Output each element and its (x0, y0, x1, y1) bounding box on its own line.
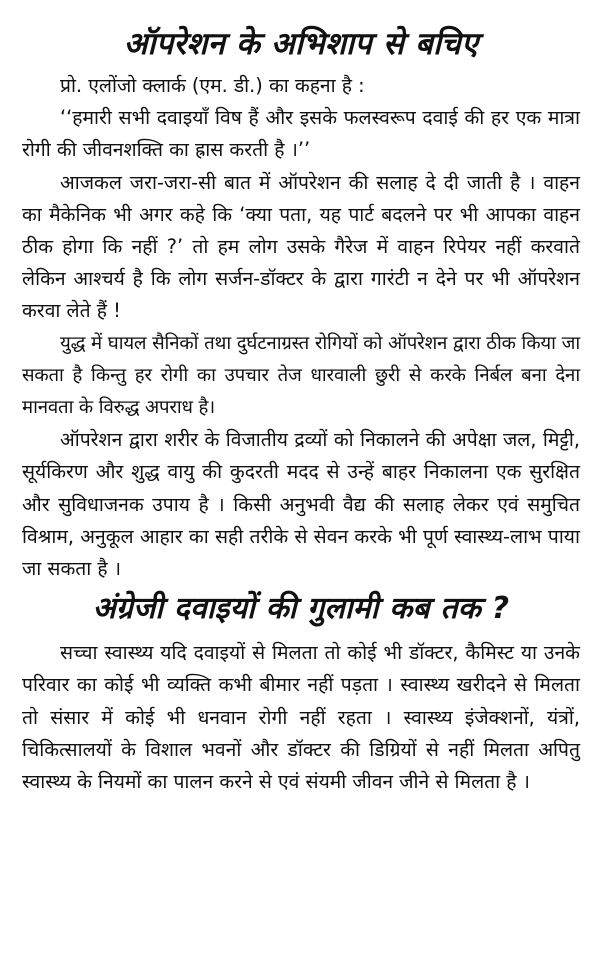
paragraph-natural-remedies: ऑपरेशन द्वारा शरीर के विजातीय द्रव्यों को निकालने की अपेक्षा जल, मिट्टी, सूर्यकिरण और शुद्ध वायु की कुदरती मदद से उन्हें बाहर निकालना एक सुरक्षित और सुविधाजनक उपाय है । किसी अनुभवी वैद्य की सलाह लेकर एवं समुचित विश्राम, अनुकूल आहार का सही तरीके से सेवन करके भी पूर्ण स्वास्थ्य-लाभ पाया जा सकता है । (22, 428, 580, 581)
paragraph-injured-soldiers: युद्ध में घायल सैनिकों तथा दुर्घटनाग्रस्त रोगियों को ऑपरेशन द्वारा ठीक किया जा सकता है किन्तु हर रोगी का उपचार तेज धारवाली छुरी से करके निर्बल बना देना मानवता के विरुद्ध अपराध है। (22, 332, 580, 419)
quote-attribution: प्रो. एलोंजो क्लार्क (एम. डी.) का कहना है : (60, 74, 365, 97)
section-heading-english-medicines: अंग्रेजी दवाइयों की गुलामी कब तक ? (92, 591, 510, 627)
paragraph-surgery-advice: आजकल जरा-जरा-सी बात में ऑपरेशन की सलाह दे दी जाती है । वाहन का मैकेनिक भी अगर कहे कि ‘क्या पता, यह पार्ट बदलने पर भी आपका वाहन ठीक होगा कि नहीं ?’ तो हम लोग उसके गैरेज में वाहन रिपेयर नहीं करवाते लेकिन आश्चर्य है कि लोग सर्जन-डॉक्टर के द्वारा गारंटी न देने पर भी ऑपरेशन करवा लेते हैं ! (22, 170, 580, 323)
paragraph-true-health: सच्चा स्वास्थ्य यदि दवाइयों से मिलता तो कोई भी डॉक्टर, कैमिस्ट या उनके परिवार का कोई भी व्यक्ति कभी बीमार नहीं पड़ता । स्वास्थ्य खरीदने से मिलता तो संसार में कोई भी धनवान रोगी नहीं रहता । स्वास्थ्य इंजेक्शनों, यंत्रों, चिकित्सालयों के विशाल भवनों और डॉक्टर की डिग्रियों से नहीं मिलता अपितु स्वास्थ्य के नियमों का पालन करने से एवं संयमी जीवन जीने से मिलता है । (22, 641, 580, 794)
section-heading-operation: ऑपरेशन के अभिशाप से बचिए (123, 26, 479, 62)
document-page (22, 24, 580, 798)
doctor-quote: ‘‘हमारी सभी दवाइयाँ विष हैं और इसके फलस्वरूप दवाई की हर एक मात्रा रोगी की जीवनशक्ति का ह्रास करती है ।’’ (22, 106, 580, 162)
